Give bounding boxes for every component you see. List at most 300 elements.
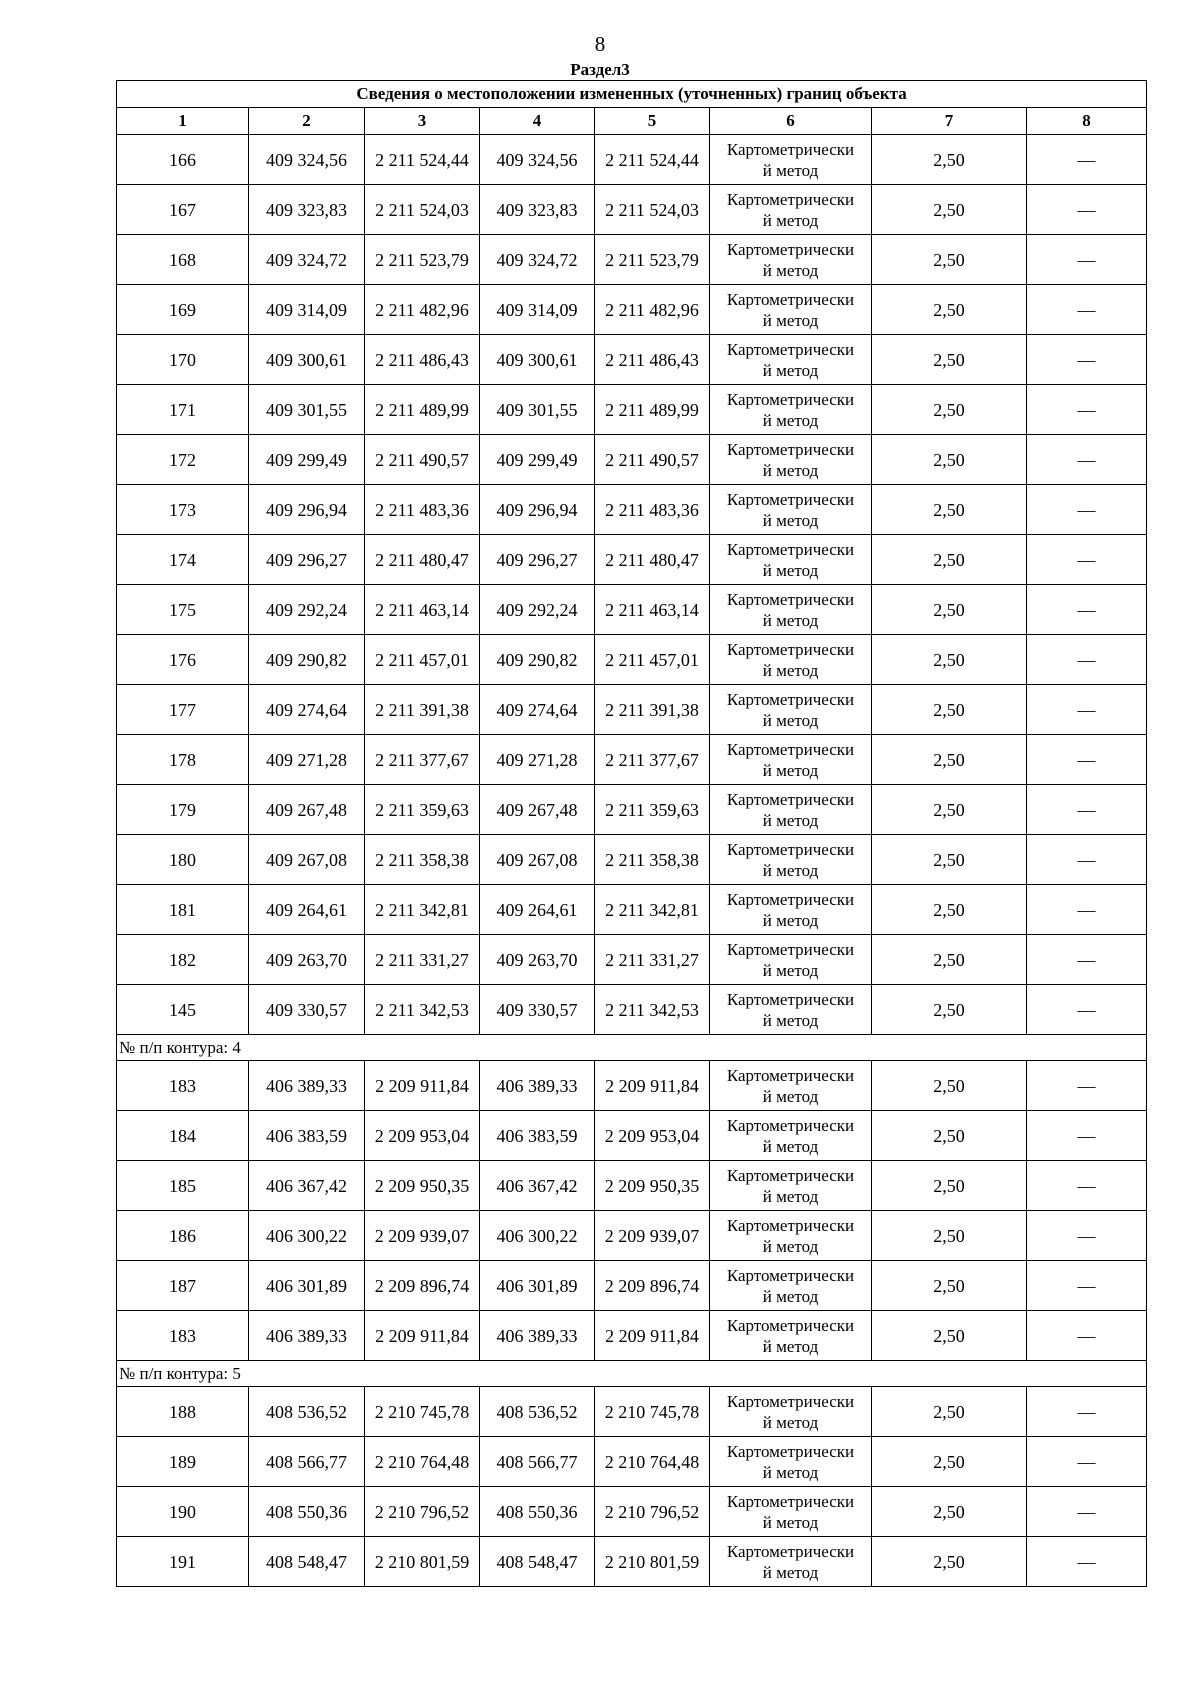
y-existing-cell: 2 211 359,63 [365,785,480,835]
method-cell [710,135,872,185]
table-row [117,535,1147,585]
x-existing-cell: 409 314,09 [249,285,365,335]
method-line-2: й метод [762,1412,819,1432]
description-cell [1027,1387,1147,1437]
x-new-cell: 409 263,70 [480,935,595,985]
y-existing-cell: 2 211 463,14 [365,585,480,635]
method-line-1: Картометрически [726,789,855,809]
table-row [117,485,1147,535]
dash-placeholder: — [1077,1225,1096,1246]
y-existing-cell: 2 211 490,57 [365,435,480,485]
point-number-cell: 181 [117,885,249,935]
y-new-cell: 2 209 911,84 [595,1061,710,1111]
method-line-2: й метод [762,560,819,580]
method-line-1: Картометрически [726,1491,855,1511]
x-new-cell: 409 314,09 [480,285,595,335]
method-line-2: й метод [762,910,819,930]
dash-placeholder: — [1077,399,1096,420]
x-new-cell: 408 548,47 [480,1537,595,1587]
point-number-cell: 175 [117,585,249,635]
dash-placeholder: — [1077,899,1096,920]
x-new-cell: 408 550,36 [480,1487,595,1537]
y-new-cell: 2 211 391,38 [595,685,710,735]
description-cell [1027,1311,1147,1361]
method-cell [710,885,872,935]
column-number: 8 [1027,108,1147,135]
y-new-cell: 2 209 950,35 [595,1161,710,1211]
x-new-cell: 408 536,52 [480,1387,595,1437]
dash-placeholder: — [1077,199,1096,220]
table-row [117,235,1147,285]
accuracy-cell: 2,50 [872,585,1027,635]
description-cell [1027,1211,1147,1261]
method-cell [710,685,872,735]
x-existing-cell: 409 324,72 [249,235,365,285]
method-cell [710,785,872,835]
description-cell [1027,335,1147,385]
method-line-2: й метод [762,1286,819,1306]
point-number-cell: 178 [117,735,249,785]
description-cell [1027,535,1147,585]
x-new-cell: 406 389,33 [480,1311,595,1361]
accuracy-cell: 2,50 [872,1111,1027,1161]
y-existing-cell: 2 211 342,53 [365,985,480,1035]
column-number: 1 [117,108,249,135]
y-existing-cell: 2 211 489,99 [365,385,480,435]
method-line-2: й метод [762,1562,819,1582]
x-existing-cell: 406 389,33 [249,1061,365,1111]
method-line-2: й метод [762,1462,819,1482]
table-row [117,635,1147,685]
accuracy-cell: 2,50 [872,1387,1027,1437]
table-row [117,1161,1147,1211]
x-existing-cell: 406 389,33 [249,1311,365,1361]
dash-placeholder: — [1077,249,1096,270]
description-cell [1027,1487,1147,1537]
table-row [117,1111,1147,1161]
y-existing-cell: 2 211 486,43 [365,335,480,385]
point-number-cell: 145 [117,985,249,1035]
point-number-cell: 167 [117,185,249,235]
description-cell [1027,635,1147,685]
method-line-2: й метод [762,860,819,880]
accuracy-cell: 2,50 [872,435,1027,485]
x-new-cell: 409 301,55 [480,385,595,435]
x-existing-cell: 409 296,27 [249,535,365,585]
method-cell [710,935,872,985]
dash-placeholder: — [1077,999,1096,1020]
method-line-1: Картометрически [726,989,855,1009]
accuracy-cell: 2,50 [872,1437,1027,1487]
method-cell [710,435,872,485]
x-existing-cell: 409 267,08 [249,835,365,885]
x-existing-cell: 408 536,52 [249,1387,365,1437]
method-cell [710,335,872,385]
point-number-cell: 186 [117,1211,249,1261]
y-existing-cell: 2 209 911,84 [365,1311,480,1361]
method-line-2: й метод [762,760,819,780]
point-number-cell: 188 [117,1387,249,1437]
x-new-cell: 409 324,56 [480,135,595,185]
x-existing-cell: 408 566,77 [249,1437,365,1487]
y-new-cell: 2 209 896,74 [595,1261,710,1311]
dash-placeholder: — [1077,849,1096,870]
table-row [117,585,1147,635]
method-line-1: Картометрически [726,189,855,209]
description-cell [1027,885,1147,935]
x-new-cell: 406 367,42 [480,1161,595,1211]
x-existing-cell: 408 548,47 [249,1537,365,1587]
method-line-1: Картометрически [726,1115,855,1135]
y-existing-cell: 2 210 796,52 [365,1487,480,1537]
description-cell [1027,1261,1147,1311]
column-number: 5 [595,108,710,135]
y-existing-cell: 2 211 457,01 [365,635,480,685]
x-new-cell: 409 274,64 [480,685,595,735]
dash-placeholder: — [1077,499,1096,520]
y-new-cell: 2 210 745,78 [595,1387,710,1437]
x-new-cell: 409 323,83 [480,185,595,235]
accuracy-cell: 2,50 [872,1537,1027,1587]
accuracy-cell: 2,50 [872,985,1027,1035]
y-existing-cell: 2 209 896,74 [365,1261,480,1311]
y-existing-cell: 2 209 911,84 [365,1061,480,1111]
method-cell [710,535,872,585]
method-line-2: й метод [762,360,819,380]
dash-placeholder: — [1077,1451,1096,1472]
description-cell [1027,1161,1147,1211]
method-line-1: Картометрически [726,539,855,559]
dash-placeholder: — [1077,549,1096,570]
point-number-cell: 168 [117,235,249,285]
table-row [117,735,1147,785]
y-new-cell: 2 211 524,03 [595,185,710,235]
y-existing-cell: 2 211 480,47 [365,535,480,585]
column-number: 7 [872,108,1027,135]
method-line-1: Картометрически [726,439,855,459]
dash-placeholder: — [1077,1175,1096,1196]
x-existing-cell: 409 267,48 [249,785,365,835]
dash-placeholder: — [1077,799,1096,820]
method-line-2: й метод [762,1336,819,1356]
description-cell [1027,985,1147,1035]
accuracy-cell: 2,50 [872,835,1027,885]
method-line-1: Картометрически [726,839,855,859]
x-new-cell: 406 389,33 [480,1061,595,1111]
x-new-cell: 409 300,61 [480,335,595,385]
x-existing-cell: 409 324,56 [249,135,365,185]
x-existing-cell: 409 290,82 [249,635,365,685]
table-body [117,135,1147,1587]
point-number-cell: 189 [117,1437,249,1487]
x-new-cell: 406 301,89 [480,1261,595,1311]
method-line-2: й метод [762,1512,819,1532]
table-row [117,185,1147,235]
x-new-cell: 409 264,61 [480,885,595,935]
method-line-1: Картометрически [726,1315,855,1335]
y-new-cell: 2 211 489,99 [595,385,710,435]
y-new-cell: 2 209 911,84 [595,1311,710,1361]
table-row [117,1311,1147,1361]
method-cell [710,735,872,785]
y-existing-cell: 2 209 939,07 [365,1211,480,1261]
accuracy-cell: 2,50 [872,185,1027,235]
x-existing-cell: 409 296,94 [249,485,365,535]
method-line-1: Картометрически [726,1541,855,1561]
table-row [117,885,1147,935]
y-new-cell: 2 211 342,81 [595,885,710,935]
y-new-cell: 2 211 486,43 [595,335,710,385]
method-line-1: Картометрически [726,239,855,259]
method-line-2: й метод [762,260,819,280]
method-line-2: й метод [762,960,819,980]
dash-placeholder: — [1077,949,1096,970]
dash-placeholder: — [1077,299,1096,320]
method-cell [710,1061,872,1111]
method-line-1: Картометрически [726,739,855,759]
description-cell [1027,185,1147,235]
accuracy-cell: 2,50 [872,1311,1027,1361]
point-number-cell: 169 [117,285,249,335]
y-existing-cell: 2 210 764,48 [365,1437,480,1487]
point-number-cell: 179 [117,785,249,835]
table-row [117,285,1147,335]
method-cell [710,1261,872,1311]
description-cell [1027,385,1147,435]
accuracy-cell: 2,50 [872,1061,1027,1111]
column-number: 4 [480,108,595,135]
y-existing-cell: 2 210 801,59 [365,1537,480,1587]
x-existing-cell: 409 264,61 [249,885,365,935]
accuracy-cell: 2,50 [872,1487,1027,1537]
dash-placeholder: — [1077,749,1096,770]
point-number-cell: 174 [117,535,249,585]
dash-placeholder: — [1077,1325,1096,1346]
description-cell [1027,135,1147,185]
method-line-2: й метод [762,610,819,630]
method-line-2: й метод [762,660,819,680]
column-number-row [117,108,1147,135]
y-new-cell: 2 211 490,57 [595,435,710,485]
description-cell [1027,435,1147,485]
accuracy-cell: 2,50 [872,535,1027,585]
dash-placeholder: — [1077,349,1096,370]
dash-placeholder: — [1077,1501,1096,1522]
y-new-cell: 2 209 939,07 [595,1211,710,1261]
method-line-1: Картометрически [726,489,855,509]
method-line-1: Картометрически [726,1065,855,1085]
method-cell [710,185,872,235]
method-cell [710,1161,872,1211]
x-new-cell: 409 292,24 [480,585,595,635]
method-line-2: й метод [762,710,819,730]
accuracy-cell: 2,50 [872,685,1027,735]
point-number-cell: 183 [117,1311,249,1361]
description-cell [1027,735,1147,785]
accuracy-cell: 2,50 [872,235,1027,285]
y-new-cell: 2 211 359,63 [595,785,710,835]
y-new-cell: 2 211 331,27 [595,935,710,985]
accuracy-cell: 2,50 [872,285,1027,335]
y-new-cell: 2 211 523,79 [595,235,710,285]
dash-placeholder: — [1077,1075,1096,1096]
method-line-1: Картометрически [726,1215,855,1235]
x-existing-cell: 409 323,83 [249,185,365,235]
table-row [117,1061,1147,1111]
description-cell [1027,235,1147,285]
method-line-1: Картометрически [726,1265,855,1285]
x-new-cell: 409 271,28 [480,735,595,785]
method-cell [710,1111,872,1161]
y-new-cell: 2 211 480,47 [595,535,710,585]
method-line-1: Картометрически [726,689,855,709]
method-line-1: Картометрически [726,1165,855,1185]
boundary-coordinates-table [116,80,1147,1587]
accuracy-cell: 2,50 [872,385,1027,435]
point-number-cell: 172 [117,435,249,485]
x-existing-cell: 409 300,61 [249,335,365,385]
y-existing-cell: 2 211 331,27 [365,935,480,985]
x-existing-cell: 409 274,64 [249,685,365,735]
x-new-cell: 408 566,77 [480,1437,595,1487]
description-cell [1027,1111,1147,1161]
method-cell [710,985,872,1035]
accuracy-cell: 2,50 [872,735,1027,785]
description-cell [1027,585,1147,635]
point-number-cell: 190 [117,1487,249,1537]
description-cell [1027,685,1147,735]
method-cell [710,1311,872,1361]
dash-placeholder: — [1077,1401,1096,1422]
method-line-1: Картометрически [726,339,855,359]
accuracy-cell: 2,50 [872,885,1027,935]
description-cell [1027,835,1147,885]
x-existing-cell: 406 367,42 [249,1161,365,1211]
accuracy-cell: 2,50 [872,1261,1027,1311]
x-existing-cell: 409 292,24 [249,585,365,635]
point-number-cell: 177 [117,685,249,735]
x-new-cell: 409 267,08 [480,835,595,885]
y-existing-cell: 2 209 950,35 [365,1161,480,1211]
column-number: 2 [249,108,365,135]
table-row [117,435,1147,485]
accuracy-cell: 2,50 [872,785,1027,835]
x-existing-cell: 406 383,59 [249,1111,365,1161]
point-number-cell: 170 [117,335,249,385]
method-cell [710,835,872,885]
y-new-cell: 2 211 483,36 [595,485,710,535]
x-existing-cell: 409 299,49 [249,435,365,485]
x-existing-cell: 409 330,57 [249,985,365,1035]
accuracy-cell: 2,50 [872,1211,1027,1261]
method-line-1: Картометрически [726,939,855,959]
method-line-1: Картометрически [726,1441,855,1461]
point-number-cell: 166 [117,135,249,185]
method-cell [710,385,872,435]
method-line-2: й метод [762,1186,819,1206]
page-number: 8 [594,32,606,56]
y-existing-cell: 2 211 391,38 [365,685,480,735]
dash-placeholder: — [1077,649,1096,670]
y-existing-cell: 2 211 483,36 [365,485,480,535]
column-number: 3 [365,108,480,135]
description-cell [1027,935,1147,985]
table-row [117,935,1147,985]
table-row [117,1437,1147,1487]
y-existing-cell: 2 211 524,03 [365,185,480,235]
table-row [117,685,1147,735]
dash-placeholder: — [1077,1275,1096,1296]
y-existing-cell: 2 211 523,79 [365,235,480,285]
y-new-cell: 2 211 377,67 [595,735,710,785]
method-line-2: й метод [762,1010,819,1030]
method-line-2: й метод [762,310,819,330]
method-line-2: й метод [762,810,819,830]
x-new-cell: 409 324,72 [480,235,595,285]
description-cell [1027,1061,1147,1111]
dash-placeholder: — [1077,1125,1096,1146]
method-line-2: й метод [762,1136,819,1156]
point-number-cell: 182 [117,935,249,985]
x-new-cell: 409 267,48 [480,785,595,835]
dash-placeholder: — [1077,599,1096,620]
dash-placeholder: — [1077,149,1096,170]
table-row [117,1211,1147,1261]
x-new-cell: 406 300,22 [480,1211,595,1261]
description-cell [1027,485,1147,535]
dash-placeholder: — [1077,1551,1096,1572]
section-title: Раздел3 [570,60,630,79]
method-cell [710,635,872,685]
point-number-cell: 191 [117,1537,249,1587]
accuracy-cell: 2,50 [872,635,1027,685]
contour-header-row [117,1361,1147,1387]
method-cell [710,1437,872,1487]
description-cell [1027,285,1147,335]
point-number-cell: 184 [117,1111,249,1161]
table-row [117,1261,1147,1311]
method-cell [710,1211,872,1261]
y-new-cell: 2 211 524,44 [595,135,710,185]
table-row [117,385,1147,435]
table-row [117,985,1147,1035]
point-number-cell: 183 [117,1061,249,1111]
y-existing-cell: 2 211 358,38 [365,835,480,885]
column-number: 6 [710,108,872,135]
point-number-cell: 173 [117,485,249,535]
y-existing-cell: 2 209 953,04 [365,1111,480,1161]
x-new-cell: 409 296,27 [480,535,595,585]
method-cell [710,1537,872,1587]
x-new-cell: 409 330,57 [480,985,595,1035]
method-line-2: й метод [762,160,819,180]
table-row [117,785,1147,835]
y-new-cell: 2 211 463,14 [595,585,710,635]
y-existing-cell: 2 210 745,78 [365,1387,480,1437]
method-line-2: й метод [762,1086,819,1106]
accuracy-cell: 2,50 [872,935,1027,985]
contour-header-row [117,1035,1147,1061]
y-new-cell: 2 210 796,52 [595,1487,710,1537]
x-existing-cell: 406 300,22 [249,1211,365,1261]
accuracy-cell: 2,50 [872,1161,1027,1211]
y-existing-cell: 2 211 482,96 [365,285,480,335]
method-cell [710,1387,872,1437]
method-line-2: й метод [762,210,819,230]
description-cell [1027,1537,1147,1587]
method-cell [710,585,872,635]
method-line-1: Картометрически [726,289,855,309]
